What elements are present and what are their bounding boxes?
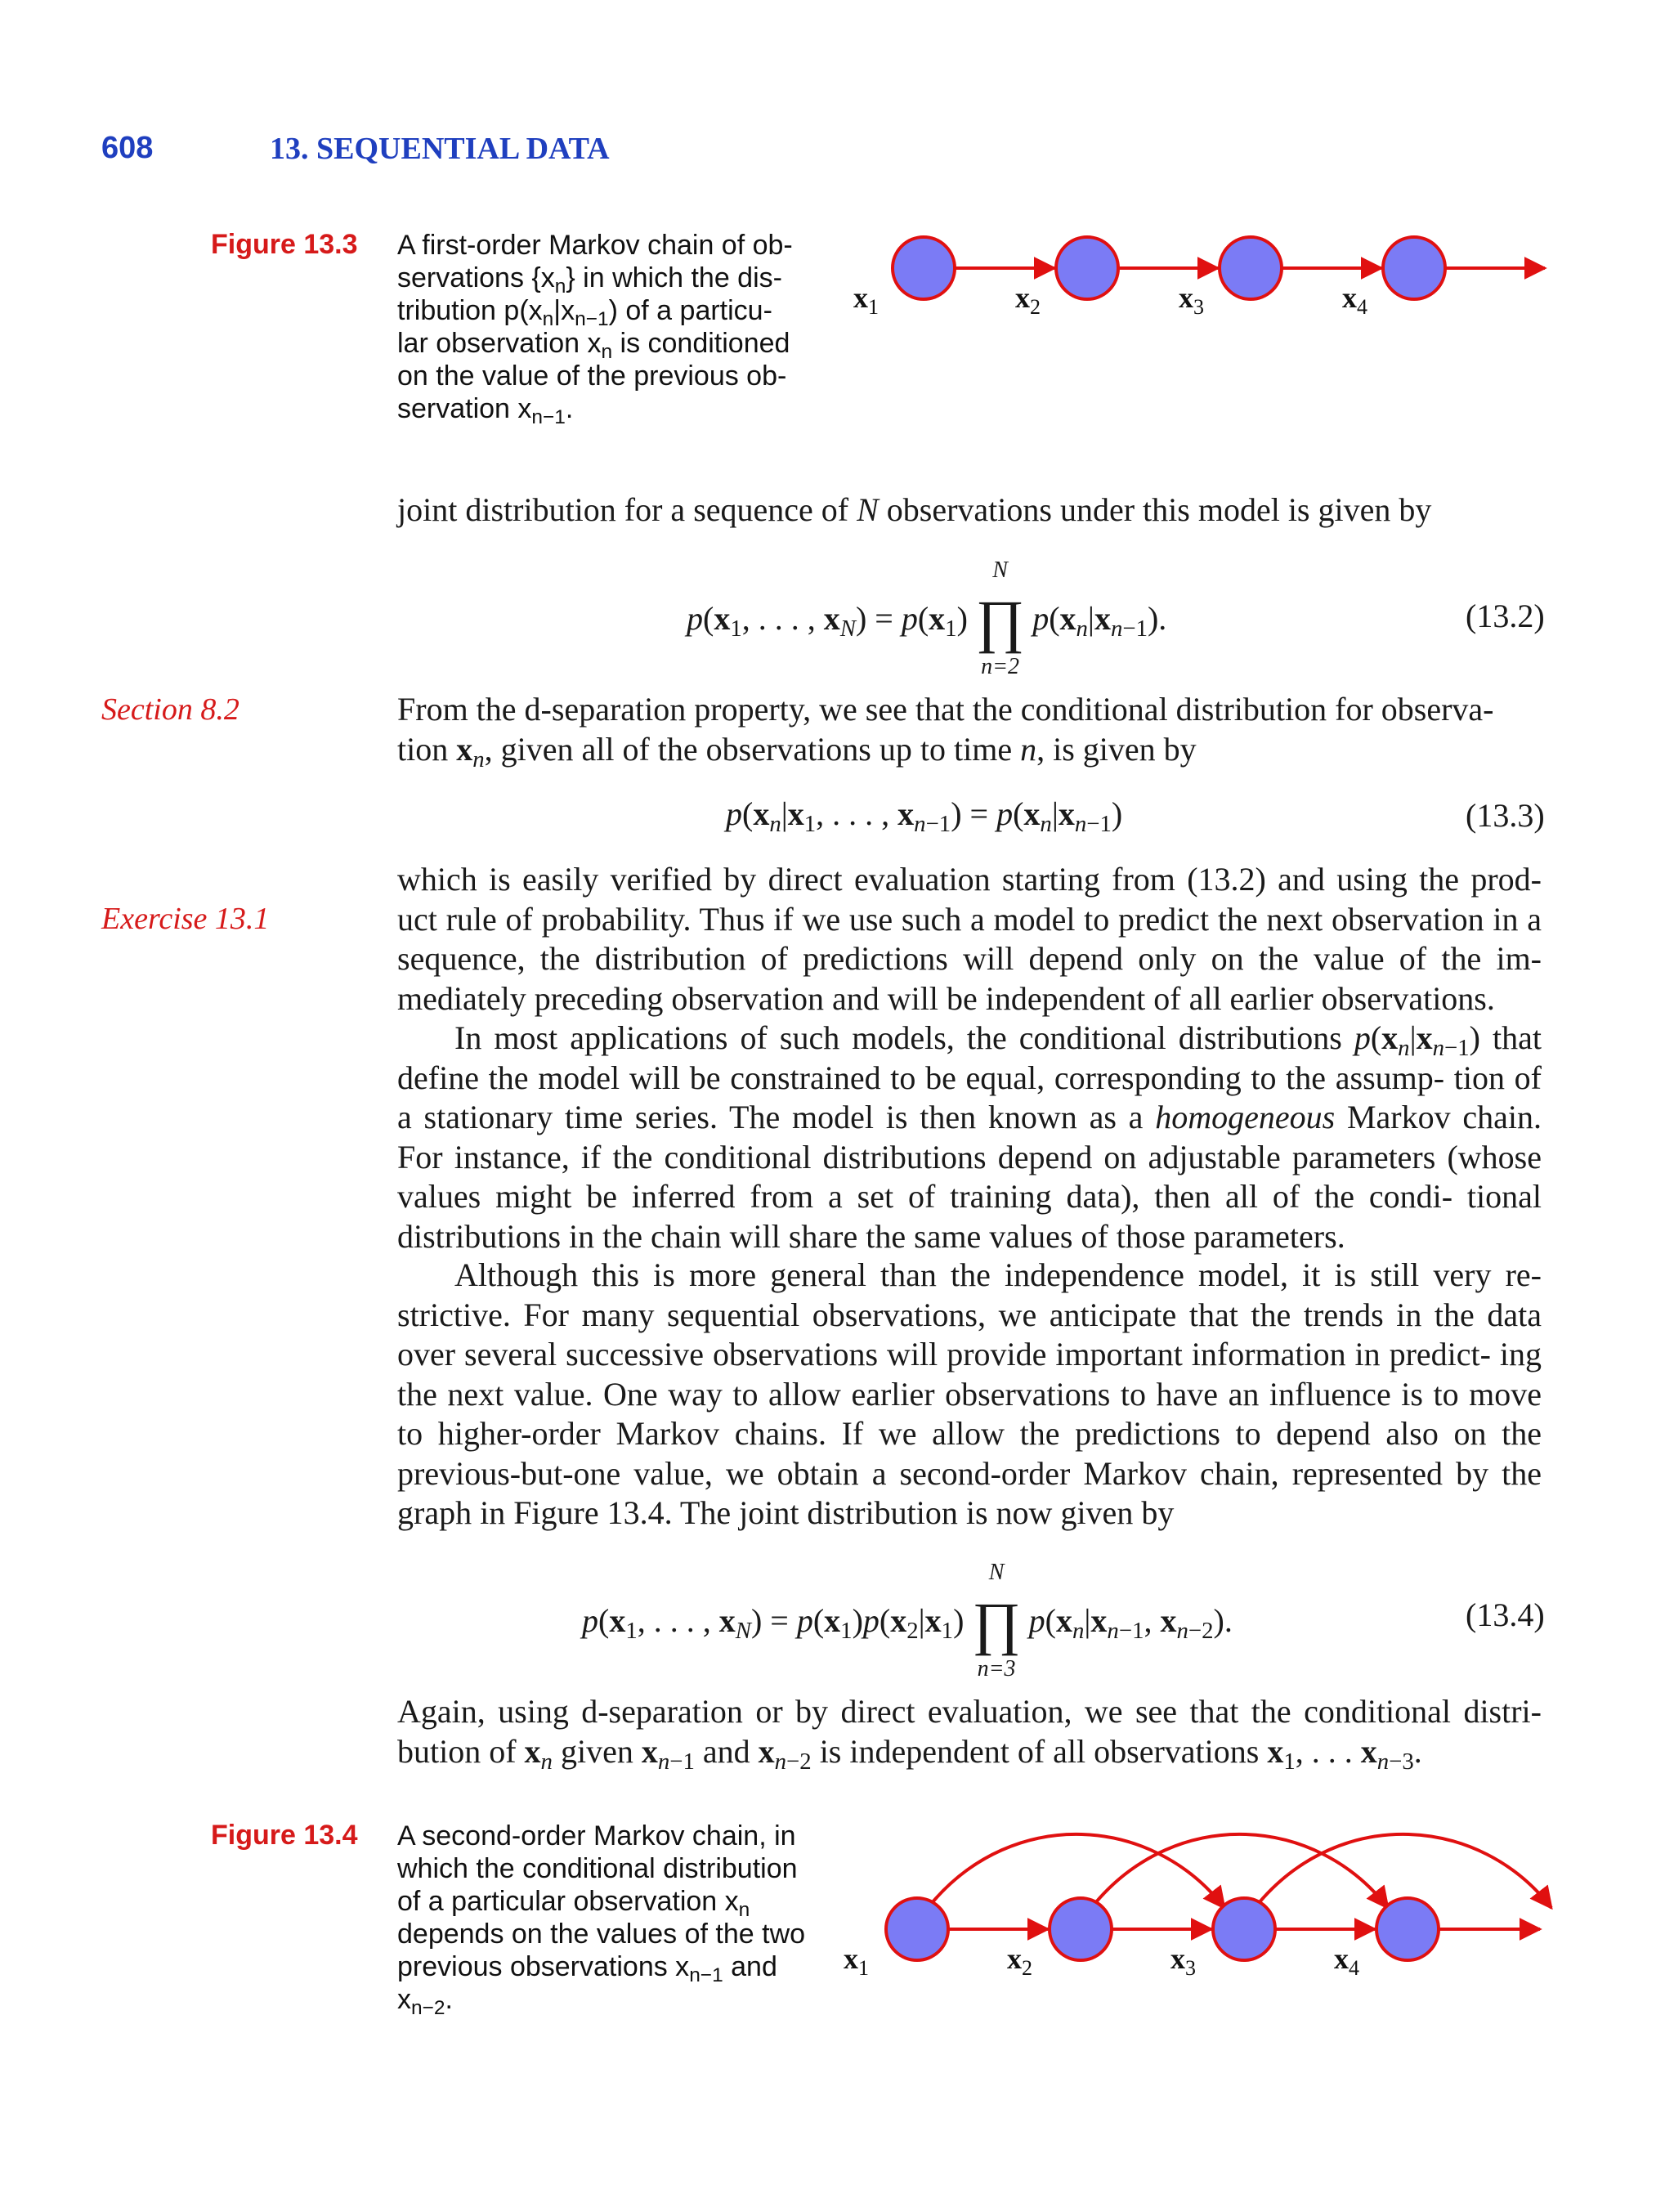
equation-13-3: $p(x_n|x_1$, . . . , $x_{n-1}) = p(x_n|x_{n-1})$ bbox=[726, 795, 1123, 838]
caption-line: which the conditional distribution bbox=[397, 1853, 798, 1884]
caption-line: lar observation $x_n$ is conditioned bbox=[397, 328, 790, 363]
node-x4 bbox=[1376, 1898, 1439, 1960]
equation-number-13-2: (13.2) bbox=[1466, 598, 1545, 634]
node-x2 bbox=[1050, 1898, 1112, 1960]
caption-line: A first-order Markov chain of ob- bbox=[397, 230, 793, 261]
margin-note-section[interactable]: Section 8.2 bbox=[101, 692, 239, 727]
figure-13-3-graph bbox=[834, 221, 1569, 335]
caption-line: servations $\{x_n\}$ in which the dis- bbox=[397, 262, 782, 298]
figure-13-3-caption bbox=[397, 229, 830, 428]
paragraph-higher-order: Although this is more general than the independence model, it is still very re- strictive. For many sequential observations, we anticipate that the trends in the data over several successive observations will provide important information in predict- ing the next value. One way to allow earlier observations to have an influence is to move to higher-order Markov chains. If we allow the predictions to depend also on the previous-but-one value, we obtain a second-order Markov chain, represented by the graph in Figure 13.4. The joint distribution is now given by bbox=[397, 1256, 1542, 1531]
caption-line: A second-order Markov chain, in bbox=[397, 1820, 796, 1852]
node-label-x3: $x_3$ bbox=[1179, 281, 1204, 319]
paragraph-again: Again, using d-separation or by direct evaluation, we see that the conditional distri- bution of $x_n$ given $x_{n-1}$ and $x_{n-2}$ is independent of all observations $x_1$, . . . $x_{n-3}$. bbox=[397, 1693, 1542, 1775]
node-label-x4: $x_4$ bbox=[1334, 1942, 1359, 1980]
node-x4 bbox=[1383, 237, 1445, 299]
node-x3 bbox=[1213, 1898, 1275, 1960]
figure-13-4-graph bbox=[826, 1823, 1578, 2003]
figure-13-3-label: Figure 13.3 bbox=[211, 229, 358, 260]
equation-13-2: $p(x_1$, . . . , $x_N) = p(x_1)$ ∏ N n=2 $p(x_n|x_{n-1})$. bbox=[687, 557, 1167, 679]
margin-note-exercise[interactable]: Exercise 13.1 bbox=[101, 902, 270, 936]
node-label-x2: $x_2$ bbox=[1015, 281, 1041, 319]
caption-line: on the value of the previous ob- bbox=[397, 360, 787, 392]
figure-13-4-caption bbox=[397, 1820, 822, 2019]
node-x2 bbox=[1056, 237, 1118, 299]
intro-line: joint distribution for a sequence of N observations under this model is given by bbox=[397, 491, 1432, 528]
equation-13-4: $p(x_1$, . . . , $x_N) = p(x_1)p(x_2|x_1)$ ∏ N n=3 $p(x_n|x_{n-1}$, $x_{n-2}$). bbox=[582, 1560, 1233, 1681]
caption-line: depends on the values of the two bbox=[397, 1919, 806, 1950]
equation-number-13-4: (13.4) bbox=[1466, 1596, 1545, 1633]
node-x1 bbox=[886, 1898, 948, 1960]
caption-line: of a particular observation $x_n$ bbox=[397, 1886, 750, 1921]
node-label-x3: $x_3$ bbox=[1170, 1942, 1196, 1980]
node-label-x1: $x_1$ bbox=[844, 1942, 869, 1980]
paragraph-homogeneous: In most applications of such models, the conditional distributions $p(x_n|x_{n-1})$ that define the model will be constrained to be equal, corresponding to the assump- tion of a stationary time series. The model is then known as a homogeneous Markov chain. For instance, if the conditional distributions depend on adjustable parameters (whose values might be inferred from a set of training data), then all of the condi- tional distributions in the chain will share the same values of those parameters. bbox=[397, 1019, 1542, 1255]
paragraph-verify: which is easily verified by direct evaluation starting from (13.2) and using the prod- uct rule of probability. Thus if we use such a model to predict the next observation in a sequence, the distribution of predictions will depend only on the value of the im- mediately preceding observation and will be independent of all earlier observations. bbox=[397, 861, 1542, 1017]
caption-line: servation $x_{n-1}$. bbox=[397, 393, 574, 428]
node-label-x2: $x_2$ bbox=[1007, 1942, 1032, 1980]
paragraph-dseparation: From the d-separation property, we see that the conditional distribution for observa- tion $x_n$, given all of the observations up to time n, is given by bbox=[397, 691, 1494, 772]
node-label-x1: $x_1$ bbox=[853, 281, 879, 319]
page-number: 608 bbox=[101, 131, 154, 165]
caption-line: previous observations $x_{n-1}$ and bbox=[397, 1951, 777, 1986]
node-x3 bbox=[1220, 237, 1282, 299]
caption-line: $x_{n-2}$. bbox=[397, 1984, 453, 2019]
caption-line: tribution $p(x_n|x_{n-1})$ of a particu- bbox=[397, 295, 772, 330]
running-head: 13. SEQUENTIAL DATA bbox=[270, 132, 610, 166]
equation-number-13-3: (13.3) bbox=[1466, 797, 1545, 834]
node-x1 bbox=[893, 237, 955, 299]
figure-13-4-label: Figure 13.4 bbox=[211, 1820, 358, 1851]
node-label-x4: $x_4$ bbox=[1342, 281, 1367, 319]
